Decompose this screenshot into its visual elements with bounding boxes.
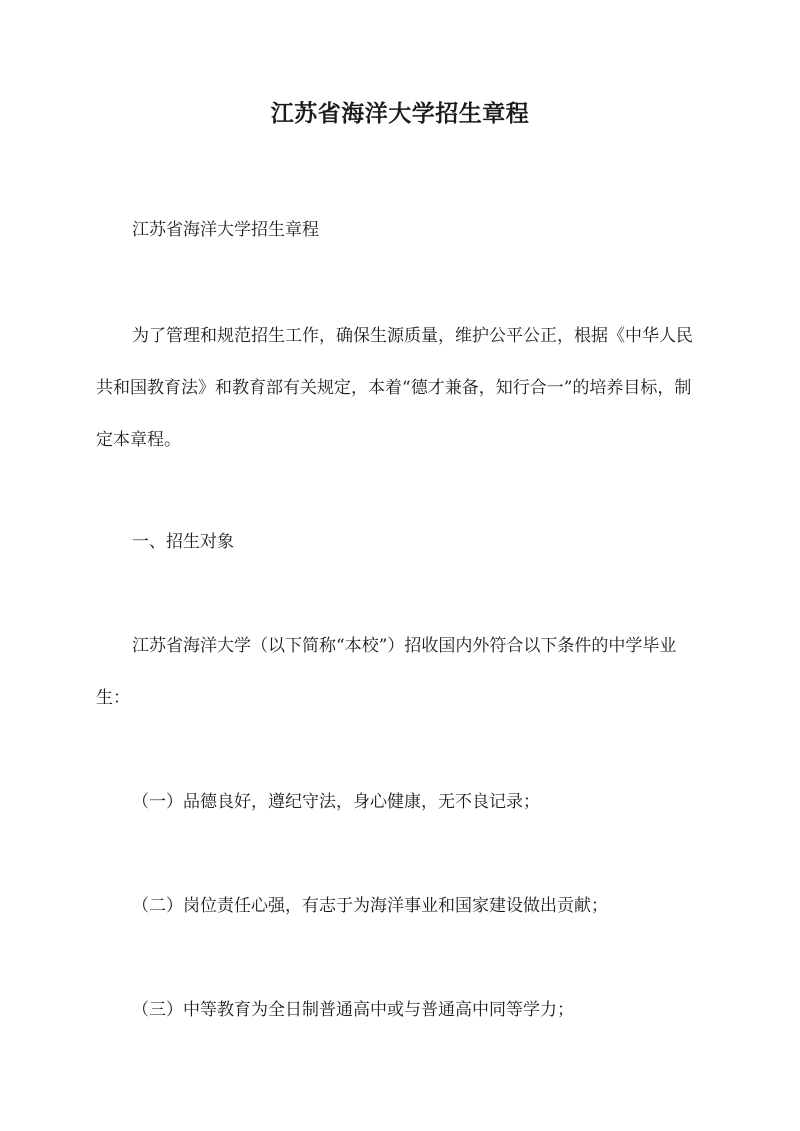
condition-item-3: （三）中等教育为全日制普通高中或与普通高中同等学力； xyxy=(132,1000,574,1020)
section-heading-admission-targets: 一、招生对象 xyxy=(132,532,234,552)
condition-item-1: （一）品德良好，遵纪守法，身心健康，无不良记录； xyxy=(132,792,540,812)
intro-paragraph: 为了管理和规范招生工作，确保生源质量，维护公平公正，根据《中华人民共和国教育法》和教育部有关规定，本着“德才兼备，知行合一”的培养目标，制定本章程。 xyxy=(96,326,693,450)
admission-targets-paragraph: 江苏省海洋大学（以下简称“本校”）招收国内外符合以下条件的中学毕业生： xyxy=(96,636,677,708)
subtitle-paragraph: 江苏省海洋大学招生章程 xyxy=(132,220,319,240)
condition-item-2: （二）岗位责任心强，有志于为海洋事业和国家建设做出贡献； xyxy=(132,896,608,916)
document-title: 江苏省海洋大学招生章程 xyxy=(270,100,530,127)
